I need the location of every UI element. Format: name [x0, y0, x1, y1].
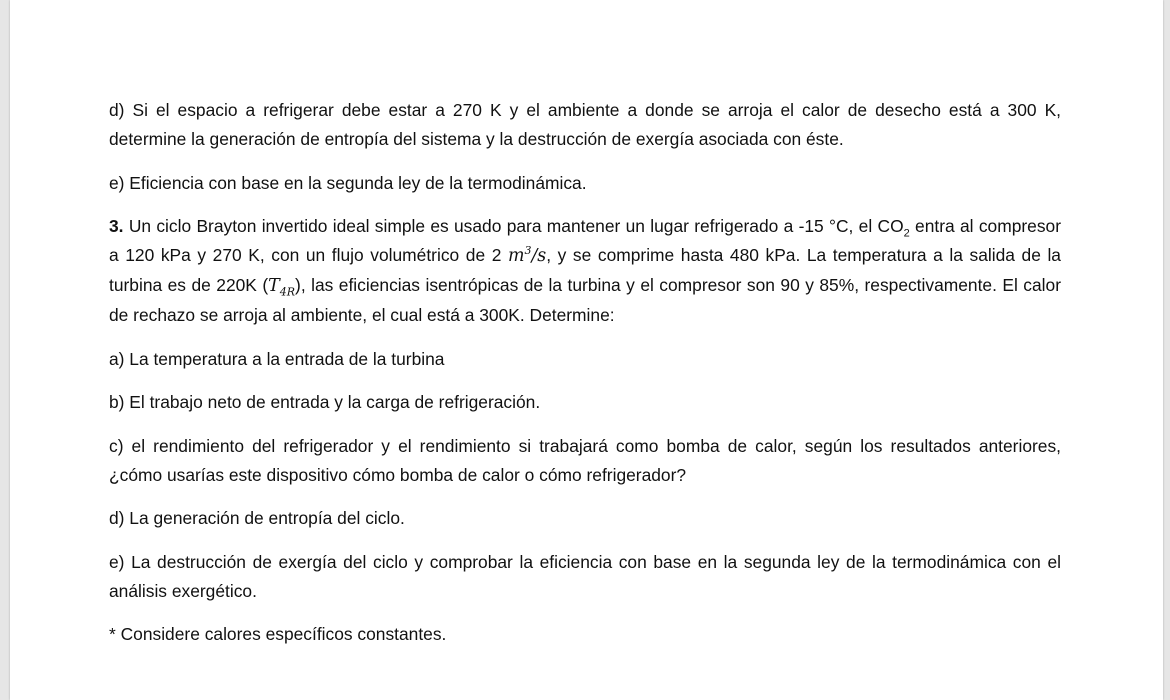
problem-number: 3. — [109, 216, 124, 236]
problem-text-part-1: Un ciclo Brayton invertido ideal simple es usado para mantener un lugar refrigerado a -15 °C, el CO — [123, 216, 904, 236]
paragraph-item-d-previous: d) Si el espacio a refrigerar debe estar a 270 K y el ambiente a donde se arroja el calor de desecho está a 300 K, determine la generación de entropía del sistema y la destrucción de exergía asociada con éste. — [109, 100, 1061, 149]
document-content — [109, 96, 1061, 649]
question-e: e) La destrucción de exergía del ciclo y comprobar la eficiencia con base en la segunda ley de la termodinámica con el análisis exergético. — [109, 551, 1061, 601]
problem-text-part-2: entra al compresor a 120 kPa y 270 K, con un flujo volumétrico de 2 — [109, 216, 1061, 265]
document-page — [10, 0, 1163, 700]
question-b: b) El trabajo neto de entrada y la carga de refrigeración. — [109, 392, 541, 412]
question-a: a) La temperatura a la entrada de la turbina — [109, 348, 445, 369]
co2-subscript: 2 — [903, 227, 910, 240]
problem-text-part-3: , y se comprime hasta 480 kPa. La temperatura a la salida de la turbina es de 220K ( — [109, 245, 1061, 295]
flow-unit-exponent: 3 — [524, 244, 532, 258]
turbine-outlet-temperature-symbol — [268, 276, 296, 299]
problem-text-part-4: ), las eficiencias isentrópicas de la turbina y el compresor son 90 y 85%, respectivamente. El calor de rechazo se arroja al ambiente, el cual está a 300K. Determine: — [109, 275, 1061, 325]
question-d: d) La generación de entropía del ciclo. — [109, 508, 405, 528]
paragraph-item-e-previous: e) Eficiencia con base en la segunda ley de la termodinámica. — [109, 172, 587, 193]
footnote-constant-specific-heats: * Considere calores específicos constantes. — [109, 624, 447, 644]
t-subscript: 4R — [279, 285, 296, 299]
flow-unit-tail: /s — [531, 246, 547, 266]
question-c: c) el rendimiento del refrigerador y el rendimiento si trabajará como bomba de calor, según los resultados anteriores, ¿cómo usarías este dispositivo cómo bomba de calor o cómo refrigerador? — [109, 435, 1061, 485]
t-symbol: T — [268, 276, 280, 296]
problem-3-statement — [109, 212, 1061, 330]
flow-unit-base: m — [507, 246, 525, 266]
flow-unit — [508, 246, 546, 266]
